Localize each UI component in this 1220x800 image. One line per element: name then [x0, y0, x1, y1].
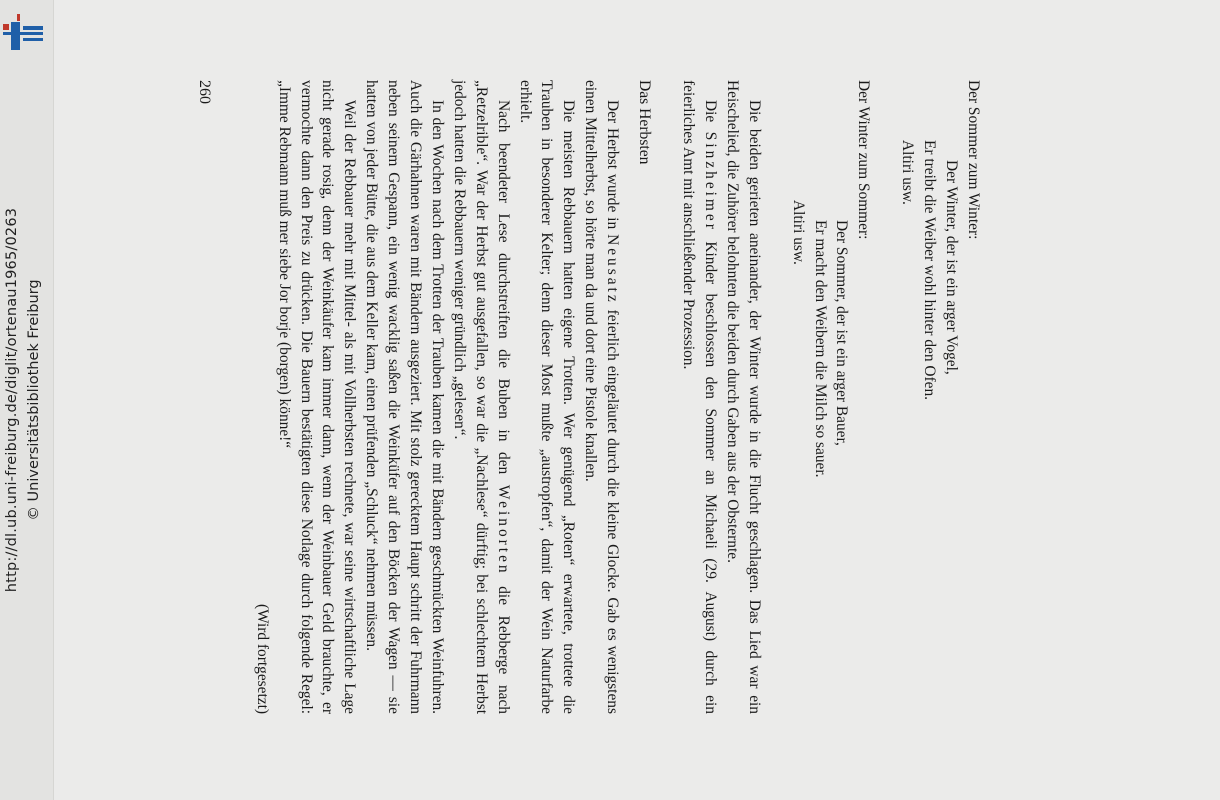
footer-url[interactable]: http://dl.ub.uni-freiburg.de/diglit/ortenau1965/0263 [4, 207, 20, 593]
paragraph-3 [579, 80, 623, 714]
paragraph-3-start: Der Herbst wurde in [604, 100, 622, 230]
verse1-line-2: Er treibt die Weiber wohl hinter den Ofen. [921, 140, 939, 401]
verse2-intro: Der Winter zum Sommer: [855, 80, 873, 240]
section-heading: Das Herbsten [636, 80, 654, 165]
verse1-line-3: Altiri usw. [899, 140, 917, 205]
continued-note: (Wird fortgesetzt) [253, 603, 271, 714]
verse2-line-3: Altiri usw. [789, 200, 807, 265]
footer-copyright: © Universitätsbibliothek Freiburg [26, 279, 42, 521]
page-text [251, 80, 984, 714]
paragraph-2 [677, 80, 721, 714]
rotated-page-content [54, 0, 1220, 800]
paragraph-5 [448, 80, 514, 714]
paragraph-1: Die beiden gerieten aneinander, der Winter wurde in die Flucht geschlagen. Das Lied war ein Heischelied, die Zuhörer belohnten die beiden durch Gaben aus der Obsternte. [723, 80, 763, 714]
page-number: 260 [196, 80, 213, 104]
verse2-line-1: Der Sommer, der ist ein arger Bauer, [833, 220, 851, 446]
verse1-intro: Der Sommer zum Winter: [965, 80, 982, 240]
paragraph-5-rest: die Rebberge nach „Retzelrible“. War der Herbst gut ausgefallen, so war die „Nachlese“ dürftig; bei schlechtem Herbst jedoch hatten die Rebbauern weniger gründlich „gelesen“. [450, 80, 512, 715]
viewer-sidebar [0, 0, 54, 800]
footer-attribution [0, 0, 53, 800]
spaced-place-sinzheimer: Sinzheimer [701, 131, 719, 232]
scanned-page [54, 0, 1220, 800]
spaced-place-neusatz: Neusatz [604, 234, 622, 305]
paragraph-3-rest: feierlich eingeläutet durch die kleine Glocke. Gab es wenigstens einen Mittelherbst, so hörte man da und dort eine Pistole knallen. [582, 80, 622, 714]
paragraph-5-start: Nach beendeter Lese durchstreiften die Buben in den [494, 100, 512, 475]
verse1-line-1: Der Winter, der ist ein arger Vogel, [943, 160, 961, 375]
spaced-word-weinorten: Weinorten [494, 484, 512, 576]
paragraph-7: Weil der Rebbauer mehr mit Mittel- als mit Vollherbsten rechnete, war seine wirtschaftliche Lage nicht gerade rosig, denn der Weinkäufer kam immer dann, wenn der Weinbauer Geld brauchte, er vermochte dann den Preis zu drücken. Die Bauern bestätigten diese Notlage durch folgende Regel: „Imme Rebmann muß mer siebe Jor borje (borgen) könne!“ [275, 80, 359, 714]
paragraph-2-rest: Kinder beschlossen den Sommer an Michaeli (29. August) durch ein feierliches Amt mit anschließender Prozession. [680, 80, 719, 714]
verse2-line-2: Er macht den Weibern die Milch so sauer. [811, 220, 829, 478]
paragraph-2-start: Die [701, 100, 719, 123]
paragraph-6: In den Wochen nach dem Trotten der Trauben kamen die mit Bändern geschmückten Weinfuhren. Auch die Gärhahnen waren mit Bändern ausgeziert. Mit stolz gerecktem Haupt schritt der Fuhrmann neben seinem Gespann, ein wenig wacklig saßen die Weinküfer auf den Böcken der Wagen — sie hatten von jeder Bütte, die aus dem Keller kam, einen prüfenden „Schluck“ nehmen müssen. [363, 80, 446, 714]
paragraph-4: Die meisten Rebbauern hatten eigene Trotten. Wer genügend „Roten“ erwartete, trottete die Trauben in besonderer Kelter; denn dieser Most mußte „austropfen“, damit der Wein Naturfarbe erhielt. [516, 80, 578, 714]
